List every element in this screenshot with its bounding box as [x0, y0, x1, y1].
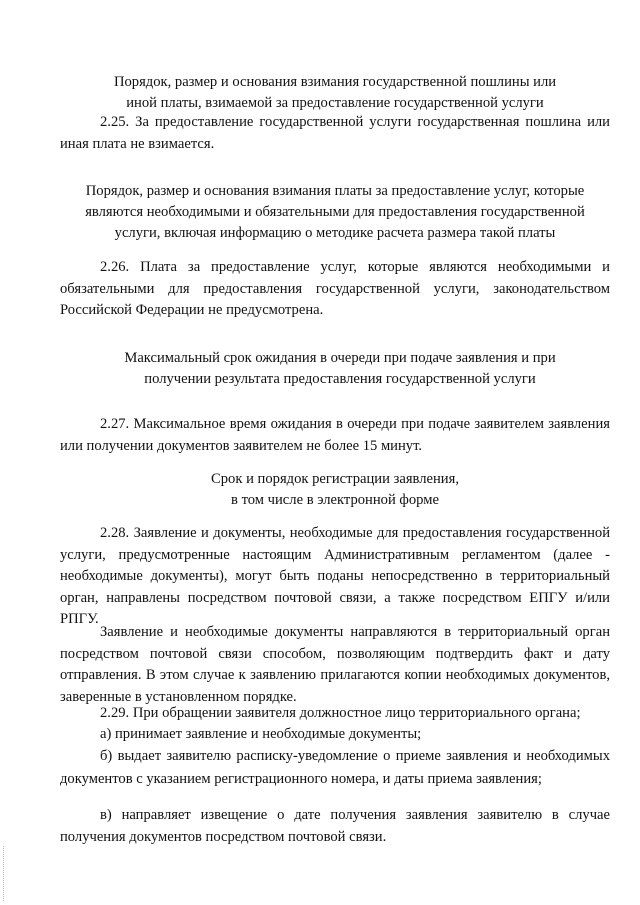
paragraph-2-28: 2.28. Заявление и документы, необходимые для предоставления государственной услуги, предусмотренные настоящим Административным регламентом (далее - необходимые документы), могут быть поданы непосредственно в территориальный орган, направлены посредством почтовой связи, а также посредством ЕПГУ и/или РПГУ.	[60, 525, 610, 627]
list-item-v: в) направляет извещение о дате получения заявления заявителю в случае получения документов посредством почтовой связи.	[60, 807, 610, 845]
section-heading-registration-line2: в том числе в электронной форме	[231, 492, 439, 508]
section-heading-queue-time: Максимальный срок ожидания в очереди при подаче заявления и при получении результата предоставления государственной услуги	[124, 350, 556, 387]
paragraph-2-29: 2.29. При обращении заявителя должностное лицо территориального органа;	[100, 705, 581, 721]
section-heading-fee: Порядок, размер и основания взимания государственной пошлины или иной платы, взимаемой за предоставление государственной услуги	[113, 74, 557, 111]
scan-edge-mark	[3, 846, 5, 901]
paragraph-2-26: 2.26. Плата за предоставление услуг, которые являются необходимыми и обязательными для предоставления государственной услуги, законодательством Российской Федерации не предусмотрена.	[60, 259, 610, 318]
section-heading-paid-services: Порядок, размер и основания взимания платы за предоставление услуг, которые являются необходимыми и обязательными для предоставления государственной услуги, включая информацию о методике расчета размера такой платы	[85, 183, 585, 241]
section-heading-registration	[60, 469, 610, 511]
section-heading-registration-line1: Срок и порядок регистрации заявления,	[211, 471, 459, 487]
paragraph-2-28-mail: Заявление и необходимые документы направляются в территориальный орган посредством почтовой связи способом, позволяющим подтвердить факт и дату отправления. В этом случае к заявлению прилагаются копии необходимых документов, заверенные в установленном порядке.	[60, 624, 610, 705]
list-item-b: б) выдает заявителю расписку-уведомление о приеме заявления и необходимых документов с указанием регистрационного номера, и даты приема заявления;	[60, 748, 610, 787]
list-item-a: а) принимает заявление и необходимые документы;	[100, 726, 422, 742]
paragraph-2-27: 2.27. Максимальное время ожидания в очереди при подаче заявителем заявления или получении документов заявителем не более 15 минут.	[60, 416, 610, 454]
paragraph-2-25: 2.25. За предоставление государственной услуги государственная пошлина или иная плата не взимается.	[60, 114, 610, 152]
